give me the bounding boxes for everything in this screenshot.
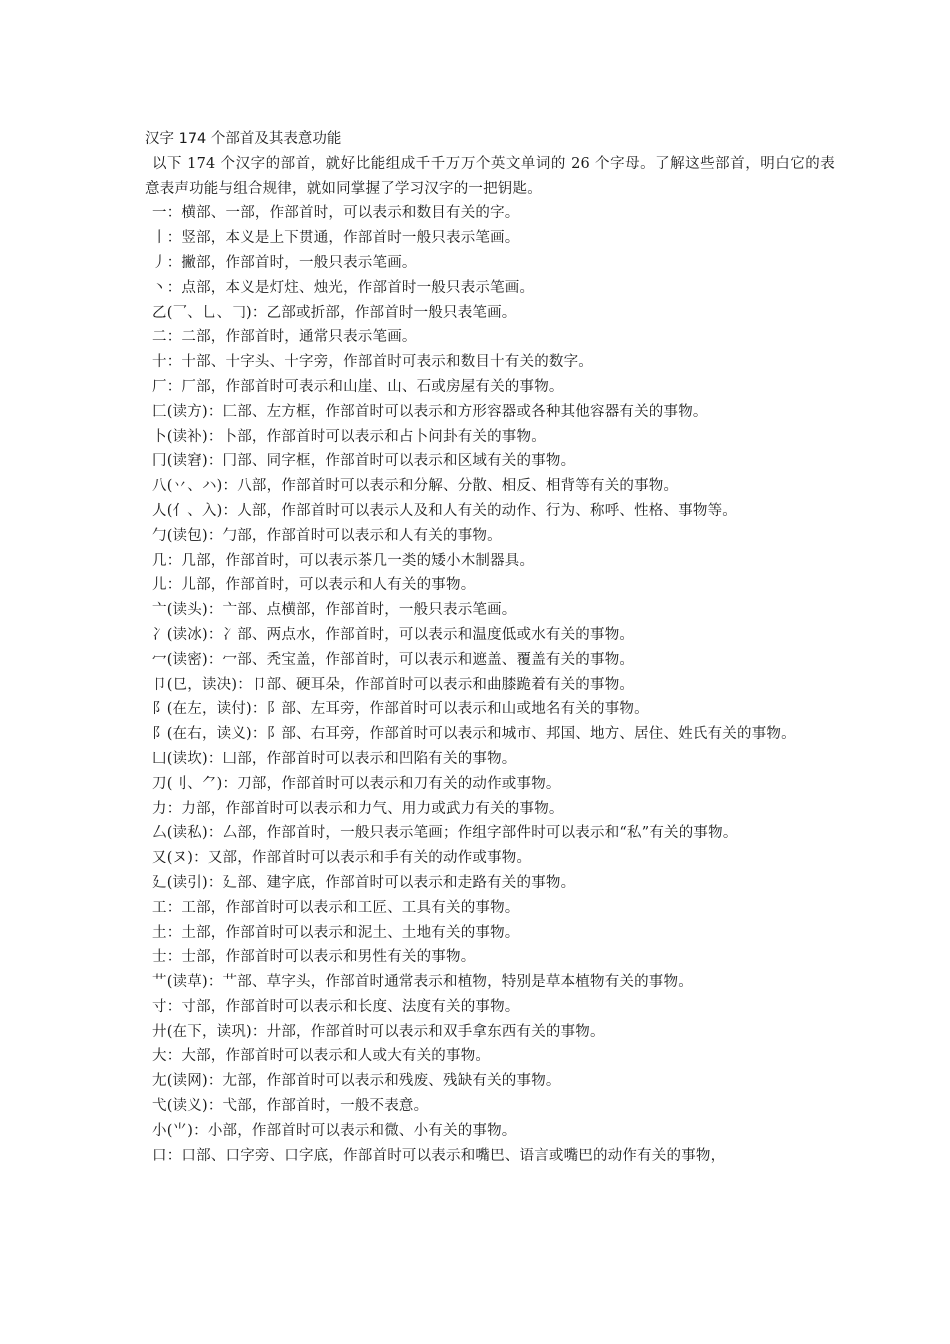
intro-paragraph: 以下 174 个汉字的部首，就好比能组成千千万万个英文单词的 26 个字母。了解这些部首，明白它的表意表声功能与组合规律，就如同掌握了学习汉字的一把钥匙。 xyxy=(145,155,835,197)
radical-entry: 弋(读义)：弋部，作部首时，一般不表意。 xyxy=(152,1098,429,1115)
radical-entry: 土：土部，作部首时可以表示和泥土、土地有关的事物。 xyxy=(152,924,520,941)
radical-entry: 儿：儿部，作部首时，可以表示和人有关的事物。 xyxy=(152,577,476,594)
radical-entry: 小(⺌)：小部，作部首时可以表示和微、小有关的事物。 xyxy=(152,1122,517,1139)
radical-entry: 阝(在右，读义)：阝部、右耳旁，作部首时可以表示和城市、邦国、地方、居住、姓氏有关的事物。 xyxy=(152,726,796,743)
radical-entry: 匚(读方)：匚部、左方框，作部首时可以表示和方形容器或各种其他容器有关的事物。 xyxy=(152,403,708,420)
radical-entry: 冖(读密)：冖部、秃宝盖，作部首时，可以表示和遮盖、覆盖有关的事物。 xyxy=(152,651,635,668)
radical-entry: 阝(在左，读付)：阝部、左耳旁，作部首时可以表示和山或地名有关的事物。 xyxy=(152,701,649,718)
radical-entry: 勹(读包)：勹部，作部首时可以表示和人有关的事物。 xyxy=(152,527,502,544)
radical-entry: 冫(读冰)：冫部、两点水，作部首时，可以表示和温度低或水有关的事物。 xyxy=(152,626,635,643)
radical-entry: 丨：竖部，本义是上下贯通，作部首时一般只表示笔画。 xyxy=(152,230,520,247)
radical-entry: 厶(读私)：厶部，作部首时，一般只表示笔画；作组字部件时可以表示和“私”有关的事物。 xyxy=(152,825,738,842)
radical-entry: 丶：点部，本义是灯炷、烛光，作部首时一般只表示笔画。 xyxy=(152,279,535,296)
radical-entry: 寸：寸部，作部首时可以表示和长度、法度有关的事物。 xyxy=(152,998,520,1015)
radical-entry: 力：力部，作部首时可以表示和力气、用力或武力有关的事物。 xyxy=(152,800,564,817)
radical-entry: 八(丷、ハ)：八部，作部首时可以表示和分解、分散、相反、相背等有关的事物。 xyxy=(152,478,679,495)
radical-entry: 又(ヌ)：又部，作部首时可以表示和手有关的动作或事物。 xyxy=(152,850,532,867)
radical-entry: 廴(读引)：廴部、建字底，作部首时可以表示和走路有关的事物。 xyxy=(152,874,576,891)
radical-entry: 厂：厂部，作部首时可表示和山崖、山、石或房屋有关的事物。 xyxy=(152,378,564,395)
radical-entry: 尢(读网)：尢部，作部首时可以表示和残废、残缺有关的事物。 xyxy=(152,1073,561,1090)
radical-entry: 一：横部、一部，作部首时，可以表示和数目有关的字。 xyxy=(152,205,520,222)
radical-entry: 几：几部，作部首时，可以表示茶几一类的矮小木制器具。 xyxy=(152,552,535,569)
radical-entry: 凵(读坎)：凵部，作部首时可以表示和凹陷有关的事物。 xyxy=(152,750,517,767)
radical-entry: 艹(读草)：艹部、草字头，作部首时通常表示和植物，特别是草本植物有关的事物。 xyxy=(152,974,693,991)
radical-entry: 冂(读窘)：冂部、同字框，作部首时可以表示和区域有关的事物。 xyxy=(152,453,576,470)
radical-entry: 刀(刂、⺈)：刀部，作部首时可以表示和刀有关的动作或事物。 xyxy=(152,775,561,792)
radical-entry: 亠(读头)：亠部、点横部，作部首时，一般只表示笔画。 xyxy=(152,602,517,619)
radical-entry: 廾(在下，读巩)：廾部，作部首时可以表示和双手拿东西有关的事物。 xyxy=(152,1023,605,1040)
document-title: 汉字 174 个部首及其表意功能 xyxy=(145,131,342,147)
radical-entry: 丿：撇部，作部首时，一般只表示笔画。 xyxy=(152,254,417,271)
document-page xyxy=(145,127,835,1168)
radical-entry: 大：大部，作部首时可以表示和人或大有关的事物。 xyxy=(152,1048,491,1065)
radical-entry: 卜(读补)：卜部，作部首时可以表示和占卜问卦有关的事物。 xyxy=(152,428,546,445)
radical-entry: 二：二部，作部首时，通常只表示笔画。 xyxy=(152,329,417,346)
radical-entry: 口：口部、口字旁、口字底，作部首时可以表示和嘴巴、语言或嘴巴的动作有关的事物， xyxy=(152,1147,726,1164)
radical-entry: 士：士部，作部首时可以表示和男性有关的事物。 xyxy=(152,949,476,966)
radical-entry: 乙(乛、乚、𠃌)：乙部或折部，作部首时一般只表笔画。 xyxy=(152,304,517,321)
radical-entry: 卩(㔾，读决)：卩部、硬耳朵，作部首时可以表示和曲膝跪着有关的事物。 xyxy=(152,676,635,693)
radical-entries-list xyxy=(145,201,835,1168)
radical-entry: 工：工部，作部首时可以表示和工匠、工具有关的事物。 xyxy=(152,899,520,916)
radical-entry: 十：十部、十字头、十字旁，作部首时可表示和数目十有关的数字。 xyxy=(152,354,593,371)
radical-entry: 人(亻、入)：人部，作部首时可以表示人及和人有关的动作、行为、称呼、性格、事物等。 xyxy=(152,502,738,519)
